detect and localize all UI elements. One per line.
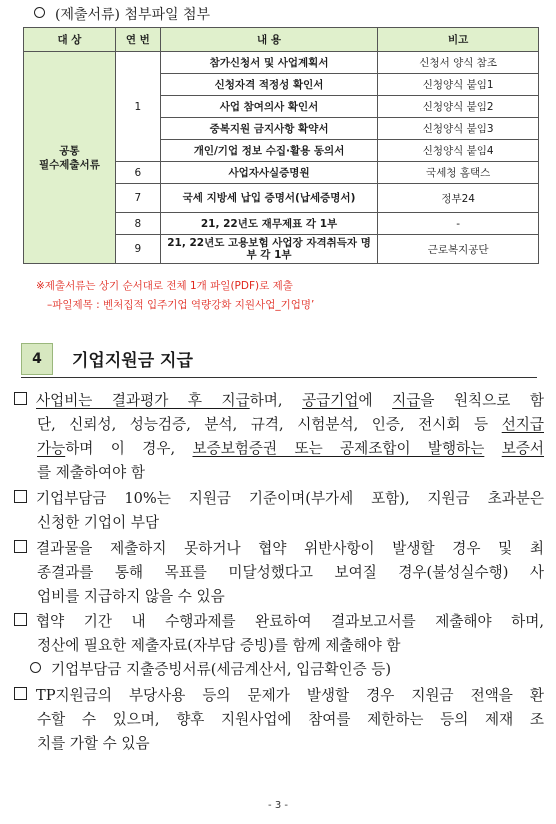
text-line [14,413,544,437]
text-line: 수할 수 있으며, 향후 지원사업에 참여를 제한하는 등의 제재 조 [37,711,544,728]
text-span: TP지원금의 부당사용 등의 문제가 발생할 경우 지원금 전액을 환 [36,687,544,704]
section-number-badge: 4 [21,343,53,375]
number-cell: 8 [115,213,160,235]
attachment-heading [34,4,210,24]
content-cell: 21, 22년도 재무제표 각 1부 [160,213,378,235]
underlined-text: 선지급 [501,416,544,433]
underlined-text: 보증보험증권 또는 공제조합이 발행하는 [192,440,485,457]
content-cell: 참가신청서 및 사업계획서 [160,52,378,74]
text-span [484,440,501,457]
sub-item-evidence [30,658,540,682]
text-line: 치를 가할 수 있음 [37,735,150,752]
remarks-cell: 근로복지공단 [378,235,539,264]
remarks-cell: 신청양식 붙임2 [378,96,539,118]
text-line [14,684,544,708]
text-span: 단, 신뢰성, 성능검증, 분석, 규격, 시험분석, 인증, 전시회 등 [37,416,502,433]
paragraph-company-share [14,487,544,535]
text-span: 하며 이 경우, [65,440,193,457]
checkbox-bullet-icon [14,392,27,405]
underlined-text: 가능 [37,440,66,457]
content-cell: 21, 22년도 고용보험 사업장 자격취득자 명부 각 1부 [160,235,378,264]
section-divider [21,377,537,378]
text-span: 협약 기간 내 수행과제를 완료하여 결과보고서를 제출해야 하며, [36,613,544,630]
page-number: - 3 - [268,800,288,811]
checkbox-bullet-icon [14,540,27,553]
content-cell: 국세 지방세 납입 증명서(납세증명서) [160,184,378,213]
underlined-text: 공급기업 [302,392,359,409]
content-cell: 개인/기업 정보 수집·활용 동의서 [160,140,378,162]
number-cell: 9 [115,235,160,264]
paragraph-final-report [14,610,544,658]
remarks-cell: 신청양식 붙임4 [378,140,539,162]
remarks-cell: - [378,213,539,235]
text-span: 결과물을 제출하지 못하거나 협약 위반사항이 발생할 경우 및 최 [36,540,544,557]
underlined-text: 사업비는 결과평가 후 지급 [36,392,250,409]
group-number-cell: 1 [115,52,160,162]
text-line [14,537,544,561]
text-line: 정산에 필요한 제출자료(자부담 증빙)를 함께 제출해야 함 [37,637,401,654]
number-cell: 7 [115,184,160,213]
remarks-cell: 신청서 양식 참조 [378,52,539,74]
text-line [14,389,544,413]
table-row [24,52,539,74]
text-line: 종결과를 통해 목표를 미달성했다고 보여질 경우(불성실수행) 사 [37,564,544,581]
text-line: 신청한 기업이 부담 [37,514,160,531]
text-span: 을 원칙으로 함 [420,392,544,409]
text-span: 기업부담금 10%는 지원금 기준이며(부가세 포함), 지원금 초과분은 [36,490,544,507]
text-line [14,610,544,634]
text-line: 를 제출하여야 함 [37,464,145,481]
documents-table [23,27,539,264]
checkbox-bullet-icon [14,490,27,503]
header-content: 내 용 [160,28,378,52]
text-span: 하며, [249,392,303,409]
remarks-cell: 정부24 [378,184,539,213]
circle-bullet-icon [34,7,45,18]
text-line: 업비를 지급하지 않을 수 있음 [37,588,225,605]
text-span: 기업부담금 지출증빙서류(세금계산서, 입금확인증 등) [51,661,392,678]
attachment-heading-text: (제출서류) 첨부파일 첨부 [55,7,211,23]
text-line [14,487,544,511]
circle-bullet-icon [30,662,41,673]
header-remarks: 비고 [378,28,539,52]
content-cell: 신청자격 적정성 확인서 [160,74,378,96]
underlined-text: 지급 [392,392,421,409]
paragraph-misuse [14,684,544,756]
submission-note: ※제출서류는 상기 순서대로 전체 1개 파일(PDF)로 제출 [36,280,293,292]
text-line [30,658,540,682]
header-number: 연 번 [115,28,160,52]
file-title-note: –파일제목 : 벤처집적 입주기업 역량강화 지원사업_기업명’ [47,299,315,311]
table-header-row [24,28,539,52]
remarks-cell: 신청양식 붙임1 [378,74,539,96]
underlined-text: 보증서 [501,440,545,457]
header-target: 대 상 [24,28,116,52]
content-cell: 사업 참여의사 확인서 [160,96,378,118]
checkbox-bullet-icon [14,613,27,626]
number-cell: 6 [115,162,160,184]
paragraph-payment [14,389,544,485]
text-span: 에 [358,392,393,409]
content-cell: 사업자사실증명원 [160,162,378,184]
paragraph-nonpayment [14,537,544,609]
category-cell [24,52,116,264]
checkbox-bullet-icon [14,687,27,700]
section-title: 기업지원금 지급 [72,351,193,371]
category-label: 공통 필수제출서류 [38,144,100,171]
remarks-cell: 신청양식 붙임3 [378,118,539,140]
text-line [14,437,544,461]
content-cell: 중복지원 금지사항 확약서 [160,118,378,140]
remarks-cell: 국세청 홈택스 [378,162,539,184]
